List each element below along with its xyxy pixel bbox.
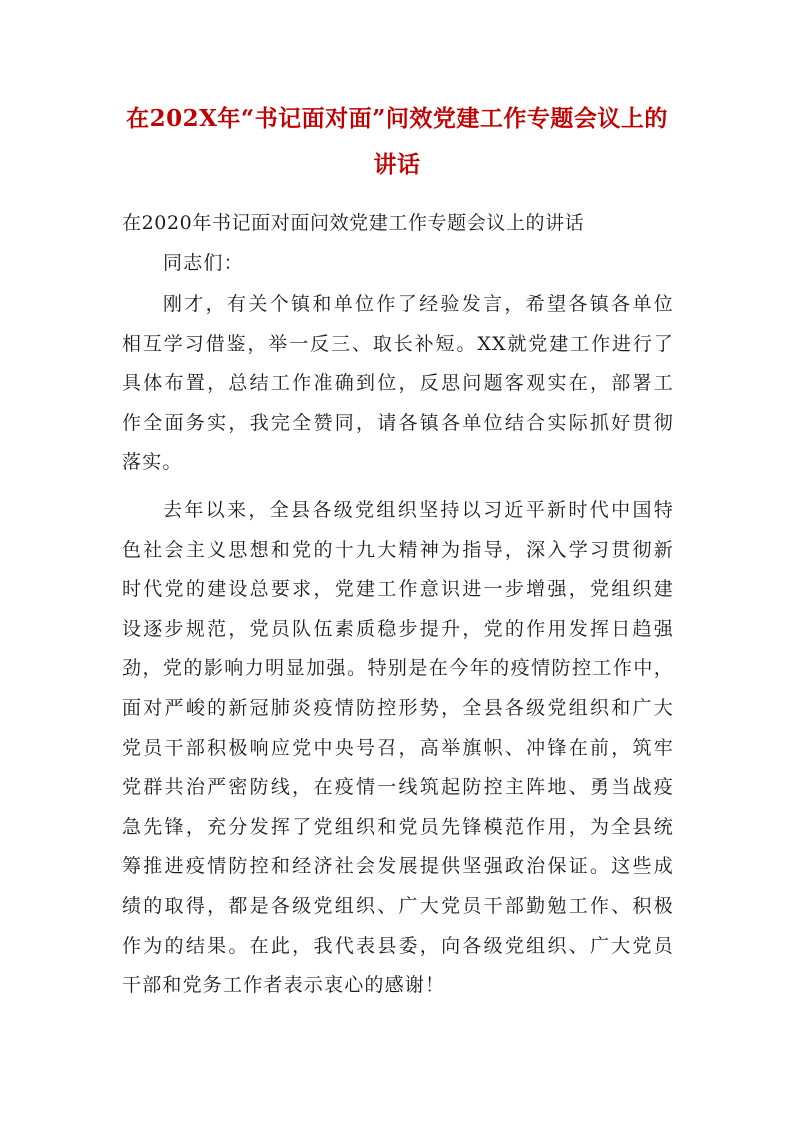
title-line-1: 在202X年“书记面对面”问效党建工作专题会议上的 <box>126 105 668 132</box>
paragraph-1-line: 作全面务实，我完全赞同，请各镇各单位结合实际抓好贯彻 <box>122 411 674 434</box>
document-title <box>110 96 684 188</box>
document-subtitle: 在2020年书记面对面问效党建工作专题会议上的讲话 <box>122 212 585 234</box>
salutation: 同志们： <box>163 252 244 274</box>
paragraph-2-line: 党群共治严密防线，在疫情一线筑起防控主阵地、勇当战疫 <box>122 776 674 799</box>
paragraph-2-line: 绩的取得，都是各级党组织、广大党员干部勤勉工作、积极 <box>122 894 674 917</box>
paragraph-1-line: 落实。 <box>122 451 183 474</box>
paragraph-2-line: 作为的结果。在此，我代表县委，向各级党组织、广大党员 <box>122 934 674 957</box>
paragraph-2-line: 筹推进疫情防控和经济社会发展提供坚强政治保证。这些成 <box>122 855 674 878</box>
paragraph-1-line: 相互学习借鉴，举一反三、取长补短。XX就党建工作进行了 <box>122 332 674 355</box>
paragraph-2-line: 时代党的建设总要求，党建工作意识进一步增强，党组织建 <box>122 578 674 601</box>
paragraph-2-line: 去年以来，全县各级党组织坚持以习近平新时代中国特 <box>163 499 674 521</box>
paragraph-1-line: 具体布置，总结工作准确到位，反思问题客观实在，部署工 <box>122 372 674 395</box>
paragraph-2-line: 急先锋，充分发挥了党组织和党员先锋模范作用，为全县统 <box>122 815 674 838</box>
paragraph-2-line: 劲，党的影响力明显加强。特别是在今年的疫情防控工作中， <box>122 657 674 680</box>
title-line-2: 讲话 <box>373 151 421 178</box>
paragraph-2 <box>122 491 674 1006</box>
paragraph-2-line: 党员干部积极响应党中央号召，高举旗帜、冲锋在前，筑牢 <box>122 736 674 759</box>
paragraph-2-line: 设逐步规范，党员队伍素质稳步提升，党的作用发挥日趋强 <box>122 617 674 640</box>
paragraph-1 <box>122 285 674 483</box>
paragraph-2-line: 面对严峻的新冠肺炎疫情防控形势，全县各级党组织和广大 <box>122 696 674 719</box>
paragraph-1-line: 刚才，有关个镇和单位作了经验发言，希望各镇各单位 <box>163 293 674 315</box>
paragraph-2-line: 干部和党务工作者表示衷心的感谢！ <box>122 974 446 997</box>
paragraph-2-line: 色社会主义思想和党的十九大精神为指导，深入学习贯彻新 <box>122 538 674 561</box>
